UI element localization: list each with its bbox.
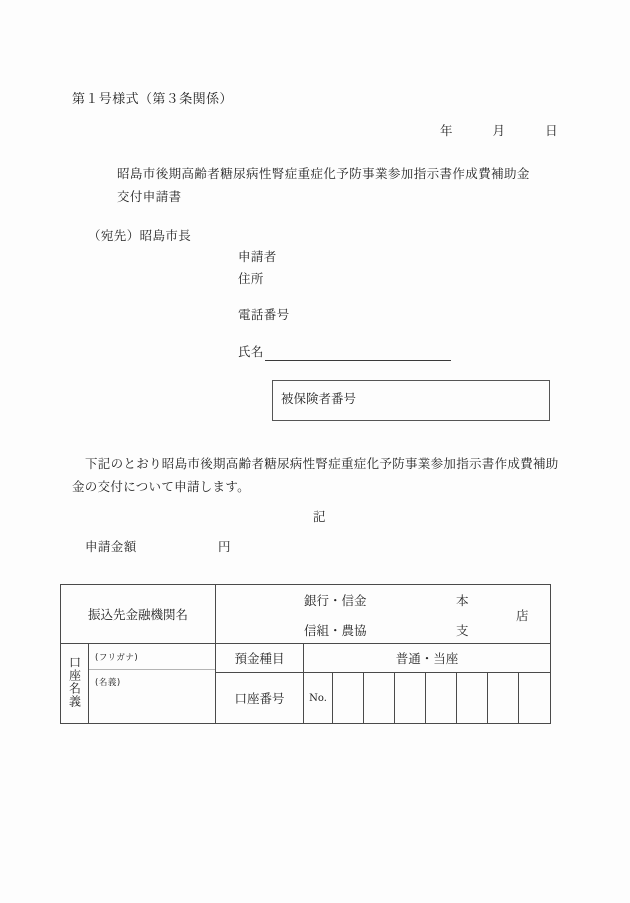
telephone-label: 電話番号 xyxy=(238,307,290,322)
furigana-label: (フリガナ) xyxy=(95,652,139,663)
addressee: （宛先）昭島市長 xyxy=(88,228,192,243)
institution-options xyxy=(216,585,550,643)
option-ten-suffix: 店 xyxy=(516,608,529,623)
institution-name-value[interactable] xyxy=(216,585,551,644)
account-digit-cell[interactable] xyxy=(488,673,519,724)
date-line xyxy=(440,121,558,139)
document-title-line-1: 昭島市後期高齢者糖尿病性腎症重症化予防事業参加指示書作成費補助金 xyxy=(117,166,530,181)
ki-marker: 記 xyxy=(313,509,326,524)
name-label: 氏名 xyxy=(238,344,264,359)
holder-name-label: (名義) xyxy=(95,677,121,688)
account-holder-fields[interactable] xyxy=(89,644,216,724)
bank-transfer-table xyxy=(60,584,551,724)
holder-name-field[interactable] xyxy=(89,670,215,723)
option-shinkumi-nokyo[interactable]: 信組・農協 xyxy=(304,623,367,638)
account-number-label: 口座番号 xyxy=(216,673,304,724)
address-label: 住所 xyxy=(238,271,264,286)
option-head-office[interactable]: 本 xyxy=(456,593,469,608)
option-bank-shinkin[interactable]: 銀行・信金 xyxy=(304,593,367,608)
account-digit-cell[interactable] xyxy=(364,673,395,724)
date-day-label: 日 xyxy=(545,123,558,138)
option-branch-office[interactable]: 支 xyxy=(456,623,469,638)
account-digit-cell[interactable] xyxy=(395,673,426,724)
body-paragraph: 下記のとおり昭島市後期高齢者糖尿病性腎症重症化予防事業参加指示書作成費補助金の交付について申請します。 xyxy=(72,456,559,495)
account-digit-cell[interactable] xyxy=(426,673,457,724)
insured-number-box[interactable] xyxy=(272,380,550,421)
furigana-field[interactable] xyxy=(89,645,215,670)
institution-name-label: 振込先金融機関名 xyxy=(61,585,216,644)
account-digit-cell[interactable] xyxy=(519,673,551,724)
insured-number-label: 被保険者番号 xyxy=(281,391,357,406)
deposit-kind-label: 預金種目 xyxy=(216,644,304,673)
holder-stack xyxy=(89,645,215,723)
form-number: 第１号様式（第３条関係） xyxy=(72,92,233,107)
table-row-holder-kind xyxy=(61,644,551,673)
applicant-label: 申請者 xyxy=(238,249,277,264)
account-holder-label-text: 口座名義 xyxy=(67,656,82,708)
account-digit-cell[interactable] xyxy=(333,673,364,724)
deposit-kind-options[interactable]: 普通・当座 xyxy=(304,644,551,673)
account-holder-label xyxy=(61,644,89,724)
table-row-institution xyxy=(61,585,551,644)
application-amount-unit: 円 xyxy=(218,539,231,554)
date-year-label: 年 xyxy=(440,123,453,138)
name-write-in-rule[interactable] xyxy=(265,360,451,361)
account-digit-cell[interactable] xyxy=(457,673,488,724)
application-amount-label: 申請金額 xyxy=(85,539,137,554)
document-title-line-2: 交付申請書 xyxy=(117,189,182,204)
account-number-prefix: No. xyxy=(304,673,333,724)
date-month-label: 月 xyxy=(492,123,506,138)
